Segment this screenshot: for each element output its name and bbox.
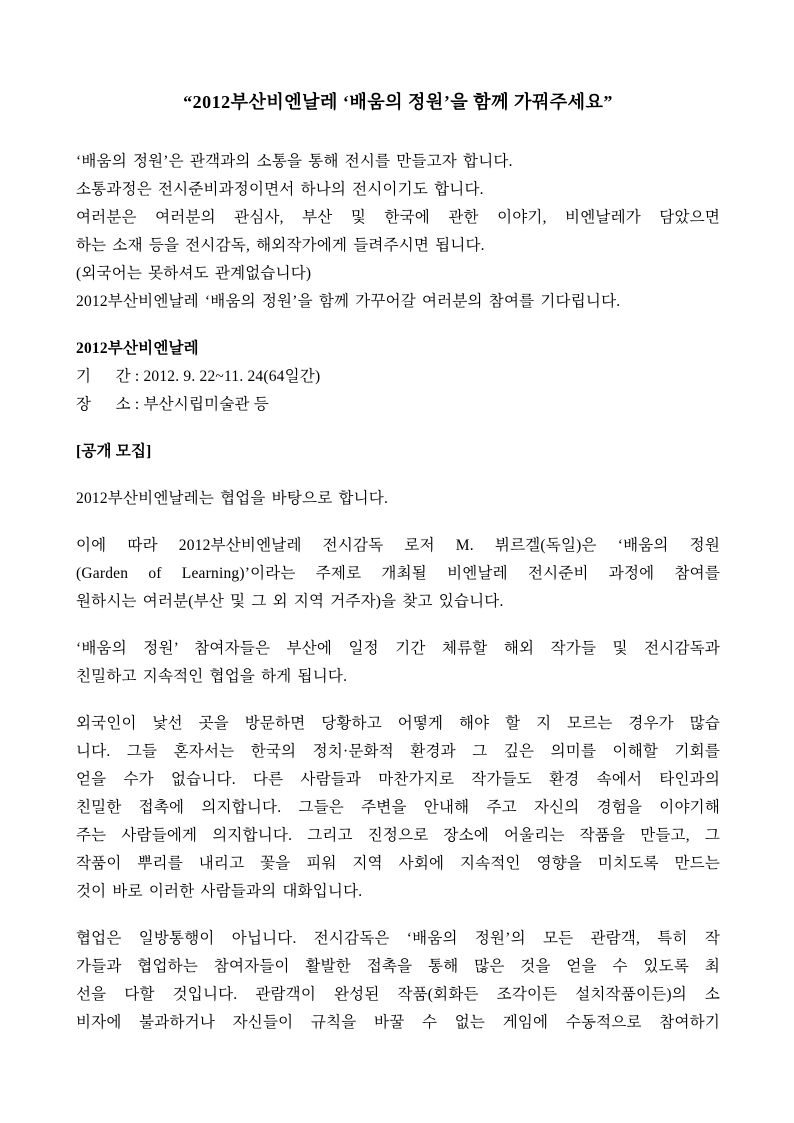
document-title: “2012부산비엔날레 ‘배움의 정원’을 함께 가꿔주세요”	[183, 92, 613, 112]
director-paragraph-line-1: 이에 따라 2012부산비엔날레 전시감독 로저 M. 뷔르겔(독일)은 ‘배움의 정원	[76, 537, 720, 554]
document-blocks	[76, 148, 720, 1037]
foreigners-paragraph-line-1: 외국인이 낯선 곳을 방문하면 당황하고 어떻게 해야 할 지 모르는 경우가 많습	[76, 715, 720, 732]
two-way-paragraph-line-4: 비자에 불과하거나 자신들이 규칙을 바꿀 수 없는 게임에 수동적으로 참여하기	[76, 1014, 720, 1031]
participants-paragraph-line-2: 친밀하고 지속적인 협업을 하게 됩니다.	[76, 668, 348, 685]
event-venue: 장 소 : 부산시립미술관 등	[76, 396, 269, 413]
participants-paragraph-line-1: ‘배움의 정원’ 참여자들은 부산에 일정 기간 체류할 해외 작가들 및 전시감독과	[76, 640, 720, 657]
foreigners-paragraph-line-2: 니다. 그들 혼자서는 한국의 정치·문화적 환경과 그 깊은 의미를 이해할 기회를	[76, 743, 720, 760]
foreigners-paragraph-line-5: 주는 사람들에게 의지합니다. 그리고 진정으로 장소에 어울리는 작품을 만들고, 그	[76, 827, 720, 844]
two-way-paragraph-line-1: 협업은 일방통행이 아닙니다. 전시감독은 ‘배움의 정원’의 모든 관람객, 특히 작	[76, 930, 720, 947]
foreigners-paragraph	[76, 710, 720, 906]
event-period: 기 간 : 2012. 9. 22~11. 24(64일간)	[76, 368, 321, 385]
collaboration-basis-paragraph	[76, 485, 720, 513]
foreigners-paragraph-line-7: 것이 바로 이러한 사람들과의 대화입니다.	[76, 883, 363, 900]
foreigners-paragraph-line-6: 작품이 뿌리를 내리고 꽃을 피워 지역 사회에 지속적인 영향을 미치도록 만드는	[76, 855, 720, 872]
intro-paragraph-line-4: 하는 소재 등을 전시감독, 해외작가에게 들려주시면 됩니다.	[76, 237, 485, 254]
director-paragraph-line-2: (Garden of Learning)’이라는 주제로 개최될 비엔날레 전시준비 과정에 참여를	[76, 565, 720, 582]
intro-paragraph-line-1: ‘배움의 정원’은 관객과의 소통을 통해 전시를 만들고자 합니다.	[76, 153, 513, 170]
intro-paragraph	[76, 148, 720, 316]
open-call-heading: [공개 모집]	[76, 443, 152, 460]
collaboration-basis-paragraph-line-1: 2012부산비엔날레는 협업을 바탕으로 합니다.	[76, 490, 389, 507]
director-paragraph	[76, 532, 720, 616]
two-way-paragraph-line-2: 가들과 협업하는 참여자들이 활발한 접촉을 통해 많은 것을 얻을 수 있도록 최	[76, 958, 720, 975]
intro-paragraph-line-6: 2012부산비엔날레 ‘배움의 정원’을 함께 가꾸어갈 여러분의 참여를 기다립니다.	[76, 293, 621, 310]
two-way-paragraph-line-3: 선을 다할 것입니다. 관람객이 완성된 작품(회화든 조각이든 설치작품이든)의 소	[76, 986, 720, 1003]
event-heading: 2012부산비엔날레	[76, 340, 199, 357]
director-paragraph-line-3: 원하시는 여러분(부산 및 그 외 지역 거주자)을 찾고 있습니다.	[76, 593, 504, 610]
intro-paragraph-line-5: (외국어는 못하셔도 관계없습니다)	[76, 265, 312, 282]
intro-paragraph-line-2: 소통과정은 전시준비과정이면서 하나의 전시이기도 합니다.	[76, 181, 484, 198]
intro-paragraph-line-3: 여러분은 여러분의 관심사, 부산 및 한국에 관한 이야기, 비엔날레가 담았으면	[76, 209, 720, 226]
foreigners-paragraph-line-3: 얻을 수가 없습니다. 다른 사람들과 마찬가지로 작가들도 환경 속에서 타인과의	[76, 771, 720, 788]
participants-paragraph	[76, 635, 720, 691]
foreigners-paragraph-line-4: 친밀한 접촉에 의지합니다. 그들은 주변을 안내해 주고 자신의 경험을 이야기해	[76, 799, 720, 816]
two-way-paragraph	[76, 925, 720, 1037]
